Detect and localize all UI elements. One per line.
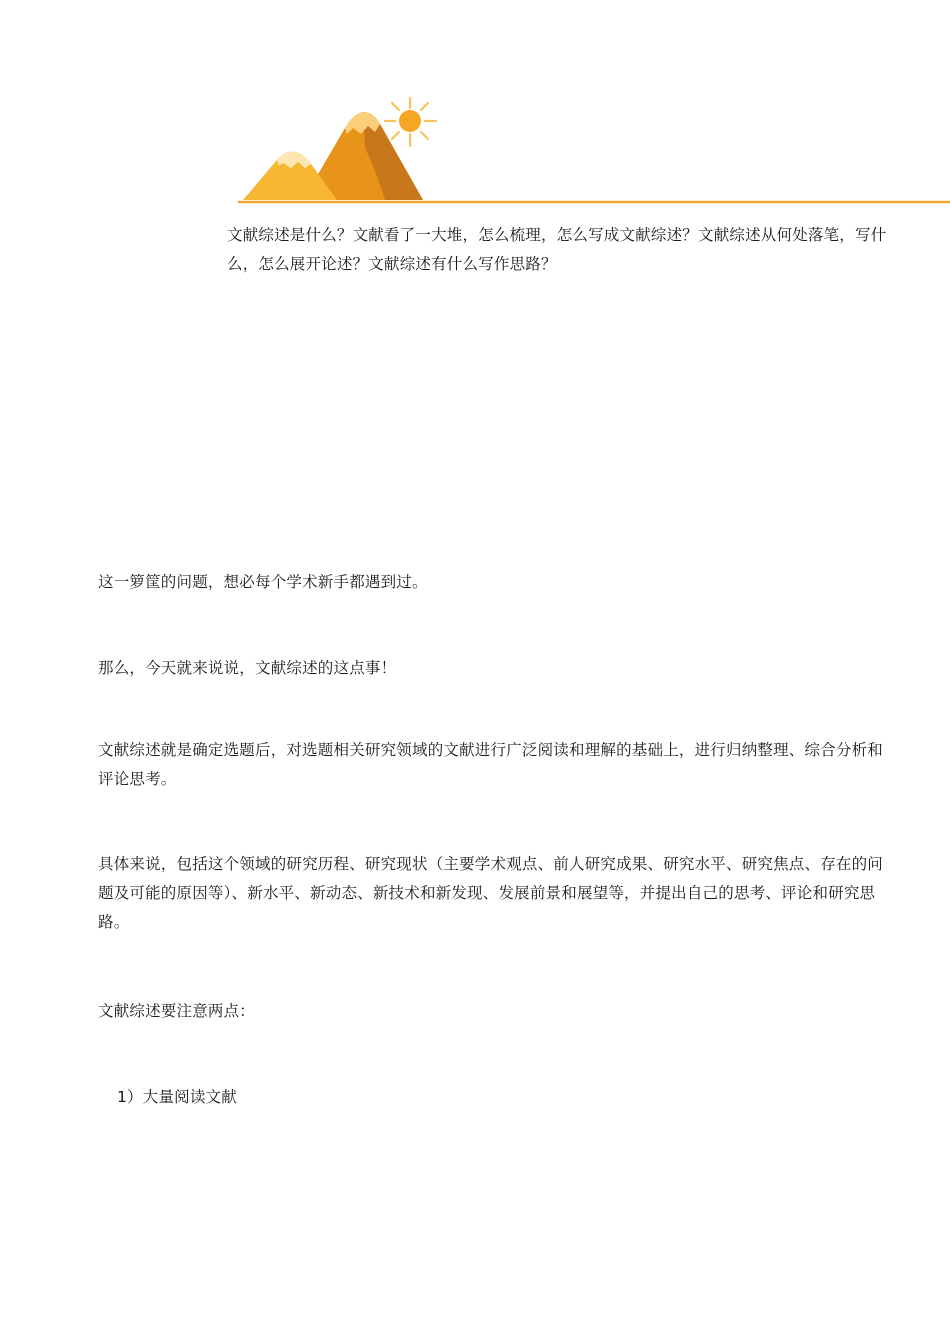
paragraph-two-points: 文献综述要注意两点： xyxy=(98,1002,256,1020)
list-item: 1）大量阅读文献 xyxy=(117,1088,237,1106)
paragraph-details: 具体来说，包括这个领域的研究历程、研究现状（主要学术观点、前人研究成果、研究水平、研究焦点、存在的问题及可能的原因等）、新水平、新动态、新技术和新发现、发展前景和展望等，并提出自己的思考、评论和研究思路。 xyxy=(98,855,884,931)
paragraph-question-basket: 这一箩筐的问题，想必每个学术新手都遇到过。 xyxy=(98,573,428,591)
paragraph-today-topic: 那么，今天就来说说，文献综述的这点事！ xyxy=(98,659,397,677)
paragraph-definition: 文献综述就是确定选题后，对选题相关研究领域的文献进行广泛阅读和理解的基础上，进行归纳整理、综合分析和评论思考。 xyxy=(98,741,884,788)
mountain-sun-icon xyxy=(225,88,950,208)
header-banner xyxy=(225,88,950,208)
intro-paragraph: 文献综述是什么？文献看了一大堆，怎么梳理，怎么写成文献综述？文献综述从何处落笔，写什么，怎么展开论述？文献综述有什么写作思路？ xyxy=(227,226,887,273)
